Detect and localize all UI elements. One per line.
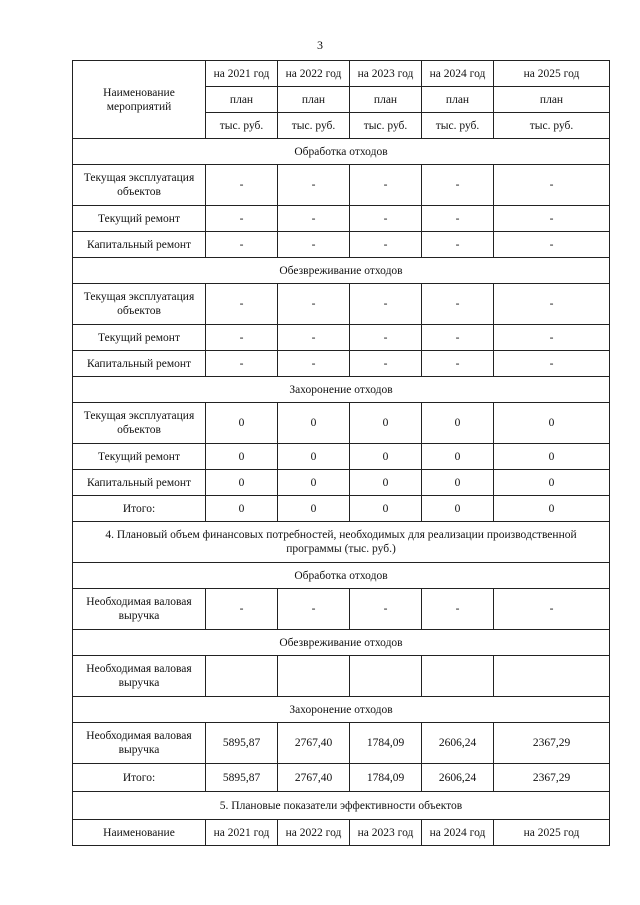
- table-row: [73, 232, 610, 258]
- header-year: на 2023 год: [350, 61, 422, 87]
- row-value: -: [278, 232, 350, 258]
- table-row: [73, 206, 610, 232]
- section-title-row: [73, 563, 610, 589]
- section-title: Обезвреживание отходов: [73, 258, 610, 284]
- section-title: Захоронение отходов: [73, 377, 610, 403]
- row-value: 1784,09: [350, 764, 422, 792]
- row-value: 0: [350, 470, 422, 496]
- row-value: [206, 656, 278, 697]
- row-value: -: [278, 589, 350, 630]
- row-value: -: [278, 325, 350, 351]
- row-value: 0: [350, 444, 422, 470]
- row-name: Капитальный ремонт: [73, 470, 206, 496]
- part-title-row: [73, 792, 610, 820]
- row-value: 2606,24: [422, 723, 494, 764]
- row-value: -: [422, 232, 494, 258]
- row-value: -: [422, 206, 494, 232]
- table-row: [73, 325, 610, 351]
- row-value: 0: [494, 470, 610, 496]
- section-title-row: [73, 258, 610, 284]
- row-value: 0: [494, 403, 610, 444]
- row-name: Капитальный ремонт: [73, 351, 206, 377]
- row-value: 2606,24: [422, 764, 494, 792]
- row-value: -: [206, 284, 278, 325]
- row-value: -: [206, 206, 278, 232]
- row-value: 2367,29: [494, 723, 610, 764]
- row-name: Капитальный ремонт: [73, 232, 206, 258]
- header-plan: план: [278, 87, 350, 113]
- part5-year: на 2024 год: [422, 820, 494, 846]
- row-value: [278, 656, 350, 697]
- row-value: 2767,40: [278, 764, 350, 792]
- row-value: -: [422, 165, 494, 206]
- row-value: 0: [278, 444, 350, 470]
- row-value: -: [350, 232, 422, 258]
- row-value: 0: [494, 496, 610, 522]
- row-value: 5895,87: [206, 764, 278, 792]
- row-value: -: [422, 284, 494, 325]
- table-row: [73, 403, 610, 444]
- row-value: -: [494, 325, 610, 351]
- row-value: 1784,09: [350, 723, 422, 764]
- table-row: [73, 444, 610, 470]
- part-title-row: [73, 522, 610, 563]
- header-plan: план: [422, 87, 494, 113]
- part5-title: 5. Плановые показатели эффективности объектов: [73, 792, 610, 820]
- row-name: Текущая эксплуатация объектов: [73, 403, 206, 444]
- row-value: -: [206, 589, 278, 630]
- row-value: 0: [206, 470, 278, 496]
- total-row: [73, 764, 610, 792]
- row-value: -: [494, 165, 610, 206]
- row-value: -: [350, 165, 422, 206]
- section-title-row: [73, 630, 610, 656]
- row-value: 0: [350, 496, 422, 522]
- row-value: -: [350, 206, 422, 232]
- header-unit: тыс. руб.: [206, 113, 278, 139]
- part5-year: на 2022 год: [278, 820, 350, 846]
- header-year: на 2025 год: [494, 61, 610, 87]
- row-value: -: [206, 232, 278, 258]
- row-value: -: [206, 325, 278, 351]
- table-row: [73, 656, 610, 697]
- row-value: 0: [206, 444, 278, 470]
- row-value: 0: [206, 496, 278, 522]
- row-value: 0: [422, 444, 494, 470]
- row-value: 0: [494, 444, 610, 470]
- row-name: Текущая эксплуатация объектов: [73, 284, 206, 325]
- header-year: на 2021 год: [206, 61, 278, 87]
- row-value: -: [206, 351, 278, 377]
- row-value: 5895,87: [206, 723, 278, 764]
- row-value: 0: [422, 496, 494, 522]
- total-row: [73, 496, 610, 522]
- header-row-years: [73, 61, 610, 87]
- row-value: [350, 656, 422, 697]
- page-number: 3: [317, 38, 323, 52]
- row-value: -: [278, 165, 350, 206]
- production-program-table: [72, 60, 610, 846]
- row-value: -: [278, 206, 350, 232]
- row-value: 0: [206, 403, 278, 444]
- row-name: Итого:: [73, 496, 206, 522]
- section-title-row: [73, 697, 610, 723]
- part5-header-row: [73, 820, 610, 846]
- part4-title: 4. Плановый объем финансовых потребностей, необходимых для реализации производственной программы (тыс. руб.): [73, 522, 610, 563]
- row-name: Текущая эксплуатация объектов: [73, 165, 206, 206]
- row-name: Текущий ремонт: [73, 206, 206, 232]
- row-value: -: [494, 232, 610, 258]
- header-plan: план: [350, 87, 422, 113]
- table-row: [73, 589, 610, 630]
- section-title-row: [73, 377, 610, 403]
- row-name: Необходимая валовая выручка: [73, 589, 206, 630]
- row-value: -: [494, 589, 610, 630]
- row-value: -: [350, 351, 422, 377]
- row-value: 0: [278, 403, 350, 444]
- header-year: на 2022 год: [278, 61, 350, 87]
- part5-year: на 2021 год: [206, 820, 278, 846]
- row-value: 0: [278, 496, 350, 522]
- section-title: Обезвреживание отходов: [73, 630, 610, 656]
- section-title-row: [73, 139, 610, 165]
- part5-year: на 2025 год: [494, 820, 610, 846]
- header-unit: тыс. руб.: [278, 113, 350, 139]
- section-title: Захоронение отходов: [73, 697, 610, 723]
- row-value: -: [350, 589, 422, 630]
- row-value: 2767,40: [278, 723, 350, 764]
- row-value: 0: [350, 403, 422, 444]
- header-year: на 2024 год: [422, 61, 494, 87]
- row-name: Текущий ремонт: [73, 444, 206, 470]
- row-name: Текущий ремонт: [73, 325, 206, 351]
- header-unit: тыс. руб.: [494, 113, 610, 139]
- row-value: -: [206, 165, 278, 206]
- header-plan: план: [206, 87, 278, 113]
- row-name: Итого:: [73, 764, 206, 792]
- section-title: Обработка отходов: [73, 563, 610, 589]
- part5-year: на 2023 год: [350, 820, 422, 846]
- table-row: [73, 351, 610, 377]
- row-value: -: [494, 351, 610, 377]
- table-row: [73, 470, 610, 496]
- header-name-cell: Наименование мероприятий: [73, 61, 206, 139]
- row-value: 0: [278, 470, 350, 496]
- row-name: Необходимая валовая выручка: [73, 656, 206, 697]
- row-value: -: [278, 284, 350, 325]
- row-value: [422, 656, 494, 697]
- row-value: 2367,29: [494, 764, 610, 792]
- header-unit: тыс. руб.: [422, 113, 494, 139]
- row-value: -: [422, 351, 494, 377]
- row-value: [494, 656, 610, 697]
- row-value: -: [278, 351, 350, 377]
- row-value: -: [422, 589, 494, 630]
- header-plan: план: [494, 87, 610, 113]
- row-value: 0: [422, 403, 494, 444]
- row-value: -: [494, 206, 610, 232]
- section-title: Обработка отходов: [73, 139, 610, 165]
- header-unit: тыс. руб.: [350, 113, 422, 139]
- row-value: -: [350, 284, 422, 325]
- row-value: -: [350, 325, 422, 351]
- row-value: 0: [422, 470, 494, 496]
- table-row: [73, 723, 610, 764]
- table-row: [73, 284, 610, 325]
- row-value: -: [422, 325, 494, 351]
- part5-name-label: Наименование: [73, 820, 206, 846]
- table-row: [73, 165, 610, 206]
- row-name: Необходимая валовая выручка: [73, 723, 206, 764]
- row-value: -: [494, 284, 610, 325]
